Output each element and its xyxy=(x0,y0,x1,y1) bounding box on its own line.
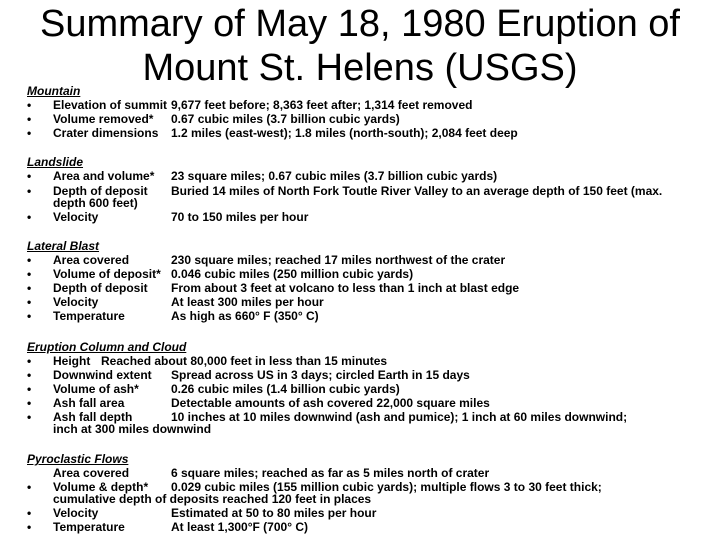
row-label: Area covered xyxy=(53,466,130,480)
eruption-column-row xyxy=(27,354,717,368)
row-value: 23 square miles; 0.67 cubic miles (3.7 billion cubic yards) xyxy=(171,169,498,183)
mountain-heading: Mountain xyxy=(27,84,81,98)
pyroclastic-flows-row xyxy=(27,506,717,520)
row-label: Volume & depth* xyxy=(53,480,149,494)
row-label: Area and volume* xyxy=(53,169,155,183)
eruption-column-row xyxy=(27,410,717,436)
row-value: 0.029 cubic miles (155 million cubic yards); multiple flows 3 to 30 feet thick; xyxy=(171,480,602,494)
landslide-heading: Landslide xyxy=(27,155,84,169)
row-value: Spread across US in 3 days; circled Earth in 15 days xyxy=(171,368,470,382)
bullet: • xyxy=(27,112,32,126)
pyroclastic-flows-row xyxy=(27,480,717,506)
bullet: • xyxy=(27,520,32,534)
row-value: Buried 14 miles of North Fork Toutle River Valley to an average depth of 150 feet (max. xyxy=(171,184,663,198)
lateral-blast-row xyxy=(27,295,717,309)
row-value: 230 square miles; reached 17 miles northwest of the crater xyxy=(171,253,506,267)
eruption-column-row xyxy=(27,382,717,396)
row-value: At least 300 miles per hour xyxy=(171,295,324,309)
row-label: Elevation of summit xyxy=(53,98,168,112)
eruption-column-heading: Eruption Column and Cloud xyxy=(27,340,187,354)
bullet: • xyxy=(27,480,32,494)
row-value: 0.67 cubic miles (3.7 billion cubic yards) xyxy=(171,112,400,126)
pyroclastic-flows-section xyxy=(27,452,717,534)
row-label: Ash fall area xyxy=(53,396,125,410)
row-label: Volume of ash* xyxy=(53,382,139,396)
eruption-column-row xyxy=(27,368,717,382)
row-label: Velocity xyxy=(53,210,99,224)
row-label: Downwind extent xyxy=(53,368,152,382)
landslide-row xyxy=(27,169,717,184)
row-continuation: cumulative depth of deposits reached 120 feet in places xyxy=(53,492,372,506)
row-label: Velocity xyxy=(53,506,99,520)
eruption-column-section xyxy=(27,340,717,436)
landslide-row xyxy=(27,184,717,210)
row-value: 70 to 150 miles per hour xyxy=(171,210,309,224)
row-continuation: inch at 300 miles downwind xyxy=(53,422,212,436)
row-label: Area covered xyxy=(53,253,130,267)
bullet: • xyxy=(27,267,32,281)
bullet: • xyxy=(27,368,32,382)
lateral-blast-row xyxy=(27,267,717,281)
bullet: • xyxy=(27,98,32,112)
bullet: • xyxy=(27,295,32,309)
bullet: • xyxy=(27,506,32,520)
lateral-blast-row xyxy=(27,281,717,295)
row-value: 10 inches at 10 miles downwind (ash and pumice); 1 inch at 60 miles downwind; xyxy=(171,410,628,424)
row-label: Volume removed* xyxy=(53,112,154,126)
row-value: Reached about 80,000 feet in less than 15 minutes xyxy=(101,354,388,368)
bullet: • xyxy=(27,184,32,198)
lateral-blast-row xyxy=(27,253,717,267)
bullet: • xyxy=(27,210,32,224)
bullet: • xyxy=(27,396,32,410)
pyroclastic-flows-heading: Pyroclastic Flows xyxy=(27,452,129,466)
row-label: Ash fall depth xyxy=(53,410,133,424)
pyroclastic-flows-row xyxy=(27,466,717,480)
bullet: • xyxy=(27,382,32,396)
eruption-column-row xyxy=(27,396,717,410)
row-value: At least 1,300°F (700° C) xyxy=(171,520,308,534)
bullet: • xyxy=(27,354,32,368)
row-label: Depth of deposit xyxy=(53,281,148,295)
row-label: Temperature xyxy=(53,520,125,534)
row-continuation: depth 600 feet) xyxy=(53,196,138,210)
bullet: • xyxy=(27,281,32,295)
bullet: • xyxy=(27,126,32,140)
bullet: • xyxy=(27,410,32,424)
row-label: Crater dimensions xyxy=(53,126,159,140)
landslide-section xyxy=(27,155,717,224)
landslide-row xyxy=(27,210,717,224)
row-label: Temperature xyxy=(53,309,125,323)
row-label: Volume of deposit* xyxy=(53,267,161,281)
row-value: 6 square miles; reached as far as 5 miles north of crater xyxy=(171,466,490,480)
mountain-row xyxy=(27,112,717,126)
mountain-row xyxy=(27,126,717,140)
row-value: 1.2 miles (east-west); 1.8 miles (north-south); 2,084 feet deep xyxy=(171,126,518,140)
pyroclastic-flows-row xyxy=(27,520,717,534)
mountain-row xyxy=(27,98,717,112)
row-value: 0.046 cubic miles (250 million cubic yards) xyxy=(171,267,414,281)
row-value: 0.26 cubic miles (1.4 billion cubic yards) xyxy=(171,382,400,396)
page-title: Summary of May 18, 1980 Eruption of Mount St. Helens (USGS) xyxy=(40,3,680,89)
bullet: • xyxy=(27,169,32,183)
row-label: Depth of deposit xyxy=(53,184,148,198)
lateral-blast-section xyxy=(27,239,717,323)
row-value: As high as 660° F (350° C) xyxy=(171,309,319,323)
row-value: 9,677 feet before; 8,363 feet after; 1,314 feet removed xyxy=(171,98,473,112)
lateral-blast-row xyxy=(27,309,717,323)
bullet: • xyxy=(27,309,32,323)
row-value: Estimated at 50 to 80 miles per hour xyxy=(171,506,377,520)
mountain-section xyxy=(27,84,717,140)
row-value: Detectable amounts of ash covered 22,000 square miles xyxy=(171,396,490,410)
row-value: From about 3 feet at volcano to less than 1 inch at blast edge xyxy=(171,281,520,295)
bullet: • xyxy=(27,253,32,267)
row-label: Velocity xyxy=(53,295,99,309)
row-label: Height xyxy=(53,354,91,368)
lateral-blast-heading: Lateral Blast xyxy=(27,239,100,253)
